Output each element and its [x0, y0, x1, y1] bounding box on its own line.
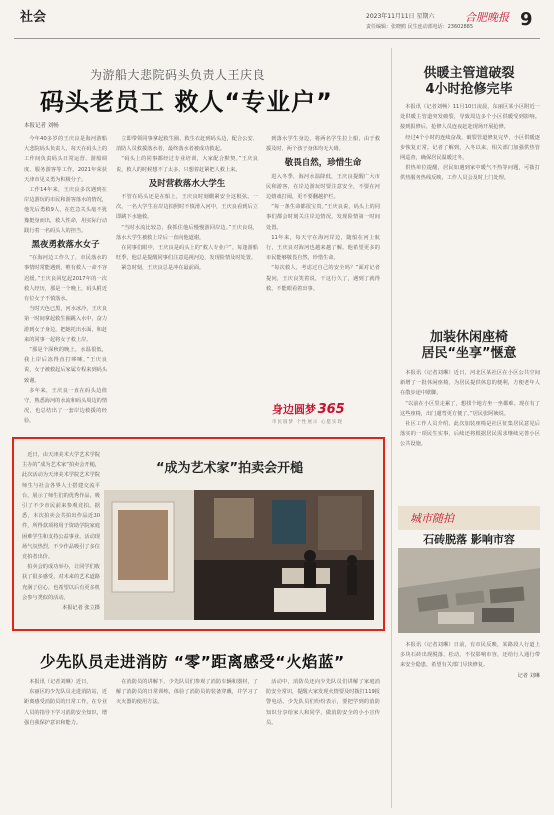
paragraph: “那是个深秋的晚上，水温很低，我上岸后冻得直打哆嗦。”王庆良说，女子被救起后家属专程来到码头致谢。: [24, 347, 108, 384]
sidebar-story-3-body: [400, 640, 540, 681]
issue-date: 2023年11月11日 星期六: [366, 13, 435, 20]
paragraph: 在消防员的讲解下，少先队员们参观了消防车辆和器材，了解了消防员的日常训练，体验了消防员的装备穿戴，并学习了灭火器的使用方法。: [116, 679, 258, 706]
sidebar-story-1-title: 供暖主管道破裂 4小时抢修完毕: [423, 66, 515, 97]
feature-text: [22, 450, 100, 613]
newspaper-logo: 合肥晚报: [465, 11, 509, 24]
paragraph: 多年来，王庆良一直在码头边值守，熟悉海河的水流和码头周边的情况，也总结出了一套岸边救援的经验。: [24, 387, 108, 425]
paragraph: 到落水学生身边，将两名学生拉上船，由于救援及时，两个孩子身体均无大碍。: [266, 136, 380, 153]
paragraph: 紧急时刻，王庆良总是冲在最前面。: [121, 265, 205, 272]
paragraph: “每一条生命都很宝贵。”王庆良说，码头上的同事们都会时刻关注岸边情况，发现险情第一时间处置。: [266, 204, 380, 231]
banner-number: 365: [317, 402, 345, 417]
paragraph: 不管在码头还是在船上，王庆良时刻绷紧安全这根弦。一次，一名大学生在岸边拍照时不慎滑入河中，王庆良看到后立即跳下水施救。: [116, 194, 258, 221]
sidebar-divider: [391, 48, 392, 808]
paragraph: 今年40多岁的王庆良是海河游船大悲院码头负责人，每天在码头上的工作间负责码头日常运营、游船调度、服务游客等工作。2021年荣获天津市见义勇为积极分子。: [24, 136, 108, 183]
paragraph: 当时天色已黑，河水冰冷，王庆良第一时间拿起救生圈跳入水中，奋力游到女子身边，把她托出水面，和赶来的同事一起将女子救上岸。: [24, 306, 108, 343]
main-story-kicker: 为游船大悲院码头负责人王庆良: [90, 68, 266, 82]
paragraph: 11年来，每天守在海河岸边，随船在河上航行，王庆良对海河也越来越了解。他希望更多的市民能够敬畏自然，珍惜生命。: [266, 234, 380, 262]
bottom-story-headline: 少先队员走进消防 “零”距离感受“火焰蓝”: [40, 653, 345, 671]
paragraph: 进入冬季，海河水温降低，王庆良提醒广大市民和游客，在岸边游玩时要注意安全，不要在河边嬉戏打闹，更不要翻越护栏。: [266, 173, 380, 201]
section-name: 社会: [20, 10, 47, 25]
main-story-subhead-2: 及时营救落水大学生: [148, 178, 226, 189]
sidebar-story-3-signoff: 记者 刘琳: [517, 672, 540, 679]
sidebar-story-2-title: 加装休闲座椅 居民“坐享”惬意: [421, 330, 517, 361]
bottom-story-column-2: [116, 677, 258, 708]
paragraph: 本报讯（记者刘琳）近日，: [29, 679, 92, 685]
paragraph: “以前在小区里走累了，想找个地方坐一坐都难。现在有了这些座椅，出门遛弯更方便了。”居民张阿姨说。: [400, 400, 540, 417]
main-story-column-3: [266, 134, 380, 294]
paragraph: 社区工作人员介绍，此次加装座椅是社区征集居民意见后落实的一项民生实事，后续还将根据居民需求继续完善小区公共设施。: [400, 421, 540, 448]
feature-title: “成为艺术家”拍卖会开槌: [156, 461, 304, 476]
banner-title: 身边圆梦: [272, 403, 316, 416]
paragraph: 立即带领同事拿起救生圈、救生衣赶到码头边，配合公安、消防人员救援落水者，最终落水者被成功救起。: [116, 136, 258, 153]
banner-subline: 市民圆梦 个性展示 心愿实现: [272, 419, 343, 425]
main-story-subhead-1: 黑夜勇救落水女子: [31, 240, 100, 251]
paragraph: 活动中，消防员还向少先队员们讲解了家庭消防安全常识，提醒大家发现火情要及时拨打119报警电话。少先队员们纷纷表示，要把学到的消防知识分享给家人和同学，做消防安全的小小宣传员。: [266, 679, 380, 726]
pavement-photo: [398, 548, 540, 633]
paragraph: 本报讯（记者刘畅）11月10日凌晨，东丽区某小区附近一处供暖主管道突发破裂，导致周边多个小区供暖受到影响。接到报修后，抢修人员连夜赶赴现场开展抢修。: [400, 104, 540, 131]
bottom-story-column-1: [24, 677, 107, 728]
paragraph: 本报讯（记者刘琳）日前，有市民反映，某路段人行道上多块石砖出现脱落、松动，不仅影响市容，还给行人通行带来安全隐患，希望有关部门尽快修复。: [400, 642, 540, 669]
paragraph: 供热单位提醒，居民如遇到家中暖气不热等问题，可拨打供热服务热线反映，工作人员会及时上门处理。: [400, 165, 540, 182]
paragraph: 工作14年来，王庆良多次遇到在岸边游玩的市民和游客落水的情况，他先后勇救9人，在危急关头毫不犹豫挺身而出，救人性命，用实际行动践行着一名码头人的担当。: [24, 187, 108, 234]
sidebar-story-1-body: [400, 102, 540, 184]
main-story-column-2: [116, 134, 258, 274]
paragraph: “每次救人，考虑过自己的安全吗？”面对记者提问，王庆良笑着说，干这行久了，遇到了就得救，不能眼看着出事。: [266, 265, 380, 292]
paragraph: 本报讯（记者刘琳）近日，河北区某社区在小区公共空间新增了一批休闲座椅，为居民提供休息的便利，方便老年人在散步途中歇脚。: [400, 370, 540, 397]
paragraph: “在海河边工作久了，市民落水的事情时常能遇到，唯有救人一命不容迟缓。”王庆良回忆起2017年的一次救人经历，那是一个晚上，码头附近有位女子不慎落水。: [24, 255, 108, 303]
paragraph: 在同事们眼中，王庆良是码头上的“救人专业户”。每逢游船旺季，他总是提醒同事们注意巡视河边，发现险情及时处置。: [116, 245, 258, 262]
feature-credit: 本报记者 张立摄: [62, 605, 100, 612]
city-snap-tag: [398, 506, 540, 530]
main-story-headline: 码头老员工 救人“专业户”: [40, 88, 333, 116]
main-story-byline: 本报记者 刘畅: [24, 123, 59, 129]
feature-paragraph: 拍卖会的成功举办，让同学们收获了很多感受，对未来的艺术道路充满了信心，也希望以后有更多机会参与类似的活动。: [22, 564, 100, 601]
sidebar-story-2-body: [400, 368, 540, 450]
auction-photo: [104, 490, 374, 620]
paragraph: “码头上的同事都经过专业培训，大家配合默契。”王庆良说，救人的时候想不了太多，只想着赶紧把人救上来。: [116, 156, 258, 173]
main-story-column-1: [24, 134, 107, 427]
paragraph: 东丽区的少先队员走进消防站，近距离感受消防员的日常工作，在专业人员的指导下学习消防安全知识，增强自我保护意识和能力。: [24, 689, 108, 726]
header-rule: [14, 38, 540, 39]
city-snap-label: 城市随拍: [410, 512, 454, 525]
dream-banner: [272, 400, 380, 426]
paragraph: 经过4个小时的连续奋战，破裂管道修复完毕，小区供暖逐步恢复正常。记者了解到，入冬以来，相关部门加强供热管网巡查，确保居民温暖过冬。: [400, 134, 540, 162]
main-story-subhead-3: 敬畏自然，珍惜生命: [284, 158, 362, 169]
editor-line: 责任编辑：张晓鸥 民生连动部电话：23602885: [366, 24, 474, 30]
paragraph: “当时水流比较急，我抓住他后慢慢游回岸边。”王庆良说，落水大学生被救上岸后一直向他道谢。: [116, 224, 258, 241]
sidebar-story-3-title: 石砖脱落 影响市容: [423, 533, 515, 546]
feature-paragraph: 近日，由天津美术大学艺术学院主办的“成为艺术家”拍卖会开槌，此次活动为天津美术学院艺术学院师生与社会各界人士搭建交流平台，展示了师生们的优秀作品，吸引了不少市民前来参观竞拍。据悉，本次拍卖会共拍出作品近30件，所得款项将用于资助学院家庭困难学生和支持公益事业。活动现场气氛热烈，不少作品吸引了多位竞拍者出价。: [22, 452, 100, 561]
page-number: 9: [520, 9, 533, 30]
bottom-story-column-3: [266, 677, 380, 728]
